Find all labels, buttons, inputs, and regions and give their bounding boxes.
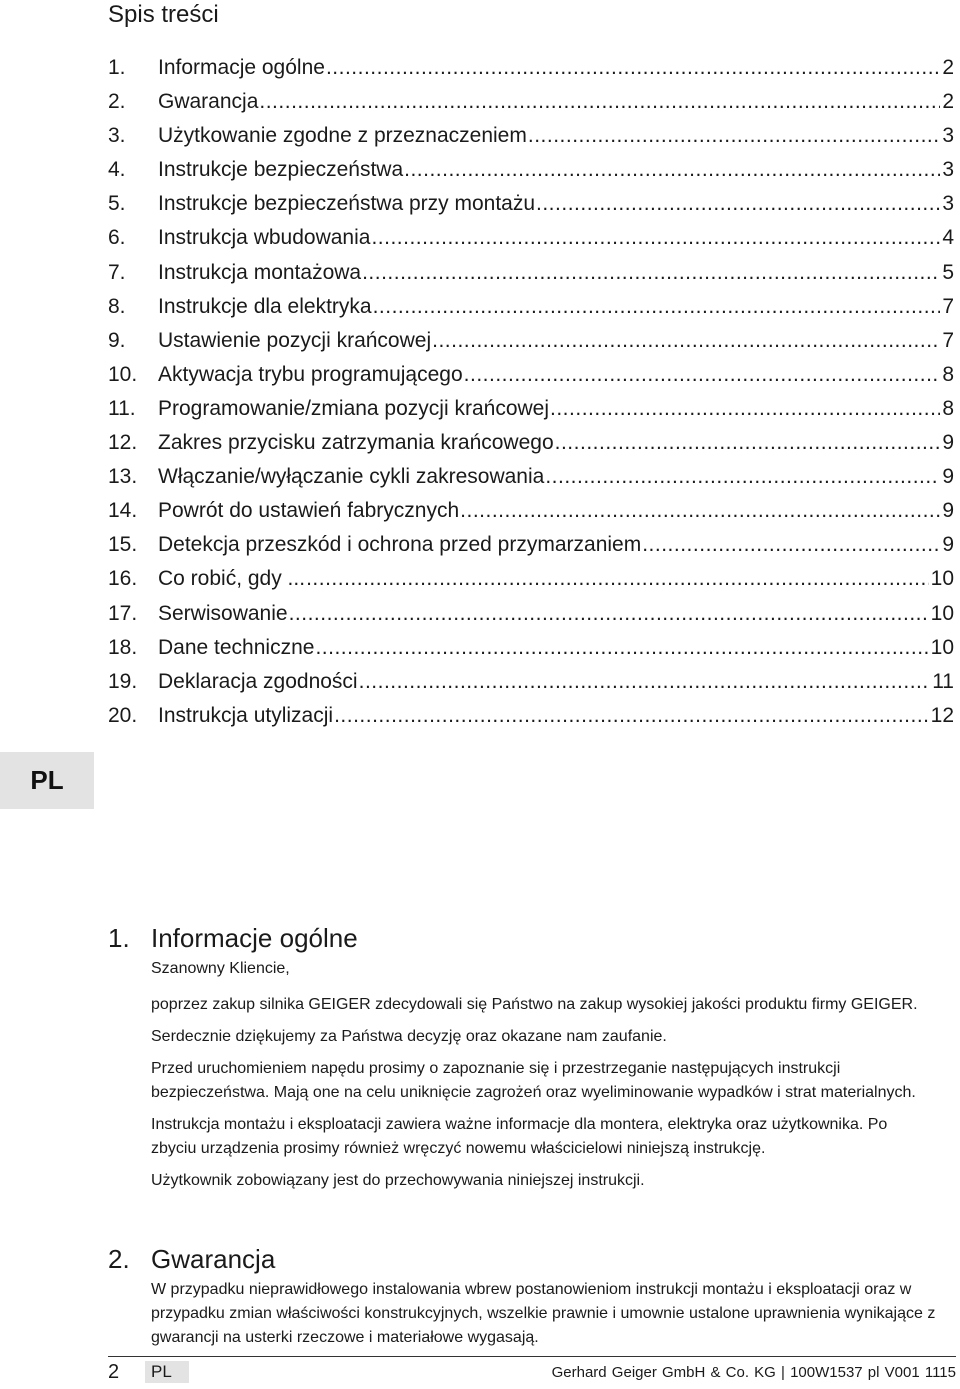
toc-entry-number: 18. xyxy=(108,635,138,659)
section-heading xyxy=(108,1243,948,1275)
toc-dot-leader xyxy=(289,597,929,631)
toc-entry-title: Instrukcje dla elektryka xyxy=(158,294,372,318)
toc-entry[interactable] xyxy=(108,256,954,290)
footer-language-badge: PL xyxy=(145,1361,189,1383)
toc-entry-number: 2. xyxy=(108,90,126,114)
paragraph: Szanowny Kliencie, xyxy=(151,960,290,977)
toc-entry-page: 7 xyxy=(942,328,954,352)
toc-entry[interactable] xyxy=(108,460,954,494)
footer-rule xyxy=(108,1356,956,1357)
toc-entry[interactable] xyxy=(108,153,954,187)
footer-company-info: Gerhard Geiger GmbH & Co. KG | 100W1537 pl V001 1115 xyxy=(551,1364,956,1381)
toc-entry-title: Włączanie/wyłączanie cykli zakresowania xyxy=(158,465,545,489)
toc-entry-number: 10. xyxy=(108,362,138,386)
paragraph: Serdecznie dziękujemy za Państwa decyzję oraz okazane nam zaufanie. xyxy=(151,1028,667,1045)
toc-entry-number: 12. xyxy=(108,431,138,455)
toc-dot-leader xyxy=(306,562,929,596)
paragraph: poprzez zakup silnika GEIGER zdecydowali się Państwo na zakup wysokiej jakości produktu firmy GEIGER. xyxy=(151,996,918,1013)
toc-entry-number: 15. xyxy=(108,533,138,557)
toc-entry-page: 12 xyxy=(930,703,954,727)
paragraph: Użytkownik zobowiązany jest do przechowywania niniejszej instrukcji. xyxy=(151,1172,645,1189)
toc-entry[interactable] xyxy=(108,119,954,153)
toc-entry-title: Instrukcja utylizacji xyxy=(158,703,334,727)
page-footer xyxy=(108,1359,956,1385)
toc-entry[interactable] xyxy=(108,187,954,221)
toc-entry-title: Deklaracja zgodności xyxy=(158,669,358,693)
toc-entry-page: 8 xyxy=(942,362,954,386)
toc-entry-number: 6. xyxy=(108,226,126,250)
toc-entry-title: Powrót do ustawień fabrycznych xyxy=(158,499,460,523)
toc-entry-title: Co robić, gdy ... xyxy=(158,567,306,591)
toc-entry-page: 11 xyxy=(932,669,954,693)
toc-entry-title: Serwisowanie xyxy=(158,601,288,625)
toc-entry-page: 10 xyxy=(930,567,954,591)
toc-entry-page: 2 xyxy=(942,56,954,79)
toc-entry-page: 9 xyxy=(942,533,954,557)
paragraph: Przed uruchomieniem napędu prosimy o zapoznanie się i przestrzeganie następujących instrukcji bezpieczeństwa. Mają one na celu uniknięcie zagrożeń oraz wyeliminowanie wypadków i strat materialnych. xyxy=(151,1060,916,1101)
toc-entry-title: Programowanie/zmiana pozycji krańcowej xyxy=(158,396,550,420)
toc-entry-number: 20. xyxy=(108,703,138,727)
toc-entry-title: Aktywacja trybu programującego xyxy=(158,362,463,386)
toc-entry-page: 8 xyxy=(942,396,954,420)
toc-entry-number: 14. xyxy=(108,499,138,523)
toc-entry[interactable] xyxy=(108,85,954,119)
toc-entry-number: 19. xyxy=(108,669,138,693)
paragraph: Instrukcja montażu i eksploatacji zawiera ważne informacje dla montera, elektryka oraz użytkownika. Po zbyciu urządzenia prosimy również wręczyć nowemu właścicielowi niniejszą instrukcję. xyxy=(151,1116,888,1157)
toc-dot-leader xyxy=(404,153,940,187)
section-title: Gwarancja xyxy=(151,1244,276,1274)
toc-entry[interactable] xyxy=(108,426,954,460)
toc-entry-page: 9 xyxy=(942,499,954,523)
section-heading xyxy=(108,922,948,954)
paragraph: W przypadku nieprawidłowego instalowania wbrew postanowieniom instrukcji montażu i eksploatacji oraz w przypadku zmian właściwości konstrukcyjnych, wszelkie prawnie i umownie ustalone uprawnienia wynikające z gwarancji na usterki rzeczowe i materiałowe wygasają. xyxy=(151,1281,936,1346)
section-body xyxy=(151,957,948,1193)
section-body xyxy=(151,1278,948,1350)
toc-entry-number: 1. xyxy=(108,56,126,79)
toc-dot-leader xyxy=(326,51,940,85)
toc-entry-page: 10 xyxy=(930,635,954,659)
toc-entry-page: 5 xyxy=(942,260,954,284)
toc-entry-page: 7 xyxy=(942,294,954,318)
page-number: 2 xyxy=(108,1361,120,1383)
toc-entry[interactable] xyxy=(108,392,954,426)
toc-entry[interactable] xyxy=(108,290,954,324)
toc-dot-leader xyxy=(371,221,940,255)
toc-entry-number: 17. xyxy=(108,601,138,625)
toc-entry-number: 4. xyxy=(108,158,126,182)
toc-entry-page: 3 xyxy=(942,192,954,216)
toc-dot-leader xyxy=(545,460,940,494)
toc-dot-leader xyxy=(528,119,940,153)
toc-entry-number: 9. xyxy=(108,328,126,352)
toc-entry-number: 5. xyxy=(108,192,126,216)
toc-entry[interactable] xyxy=(108,597,954,631)
toc-entry-number: 11. xyxy=(108,396,136,420)
toc-entry-title: Ustawienie pozycji krańcowej xyxy=(158,328,432,352)
toc-entry[interactable] xyxy=(108,494,954,528)
section-general-info xyxy=(108,922,948,1201)
toc-dot-leader xyxy=(362,256,940,290)
toc-entry-number: 8. xyxy=(108,294,126,318)
toc-entry-title: Instrukcje bezpieczeństwa przy montażu xyxy=(158,192,536,216)
toc-dot-leader xyxy=(464,358,941,392)
toc-entry[interactable] xyxy=(108,324,954,358)
toc-entry-title: Instrukcja montażowa xyxy=(158,260,362,284)
toc-entry[interactable] xyxy=(108,631,954,665)
toc-entry[interactable] xyxy=(108,699,954,733)
toc-entry-number: 16. xyxy=(108,567,138,591)
toc-dot-leader xyxy=(432,324,940,358)
toc-dot-leader xyxy=(259,85,940,119)
toc-entry-page: 4 xyxy=(942,226,954,250)
toc-entry[interactable] xyxy=(108,51,954,85)
toc-entry-number: 13. xyxy=(108,465,138,489)
toc-entry[interactable] xyxy=(108,562,954,596)
toc-dot-leader xyxy=(334,699,929,733)
section-title: Informacje ogólne xyxy=(151,923,358,953)
toc-dot-leader xyxy=(373,290,941,324)
toc-entry[interactable] xyxy=(108,358,954,392)
table-of-contents xyxy=(108,51,954,733)
language-tab: PL xyxy=(0,752,94,809)
toc-entry[interactable] xyxy=(108,665,954,699)
toc-dot-leader xyxy=(359,665,931,699)
toc-entry[interactable] xyxy=(108,221,954,255)
toc-entry-title: Informacje ogólne xyxy=(158,56,325,79)
toc-title: Spis treści xyxy=(108,1,219,28)
toc-dot-leader xyxy=(536,187,940,221)
section-number: 2. xyxy=(108,1244,130,1274)
toc-entry-number: 3. xyxy=(108,124,126,148)
toc-entry-title: Zakres przycisku zatrzymania krańcowego xyxy=(158,431,554,455)
toc-entry-page: 9 xyxy=(942,431,954,455)
toc-entry-title: Instrukcja wbudowania xyxy=(158,226,371,250)
toc-entry-page: 3 xyxy=(942,124,954,148)
toc-entry-page: 9 xyxy=(942,465,954,489)
toc-dot-leader xyxy=(550,392,940,426)
toc-entry-title: Gwarancja xyxy=(158,90,259,114)
toc-entry-page: 3 xyxy=(942,158,954,182)
toc-entry-number: 7. xyxy=(108,260,126,284)
toc-entry-page: 10 xyxy=(930,601,954,625)
section-number: 1. xyxy=(108,923,130,953)
toc-entry[interactable] xyxy=(108,528,954,562)
toc-dot-leader xyxy=(315,631,928,665)
toc-dot-leader xyxy=(460,494,940,528)
toc-entry-title: Dane techniczne xyxy=(158,635,315,659)
toc-entry-title: Instrukcje bezpieczeństwa xyxy=(158,158,404,182)
toc-entry-title: Detekcja przeszkód i ochrona przed przymarzaniem xyxy=(158,533,642,557)
section-warranty xyxy=(108,1243,948,1358)
toc-entry-title: Użytkowanie zgodne z przeznaczeniem xyxy=(158,124,527,148)
toc-dot-leader xyxy=(642,528,940,562)
toc-dot-leader xyxy=(555,426,941,460)
toc-entry-page: 2 xyxy=(942,90,954,114)
